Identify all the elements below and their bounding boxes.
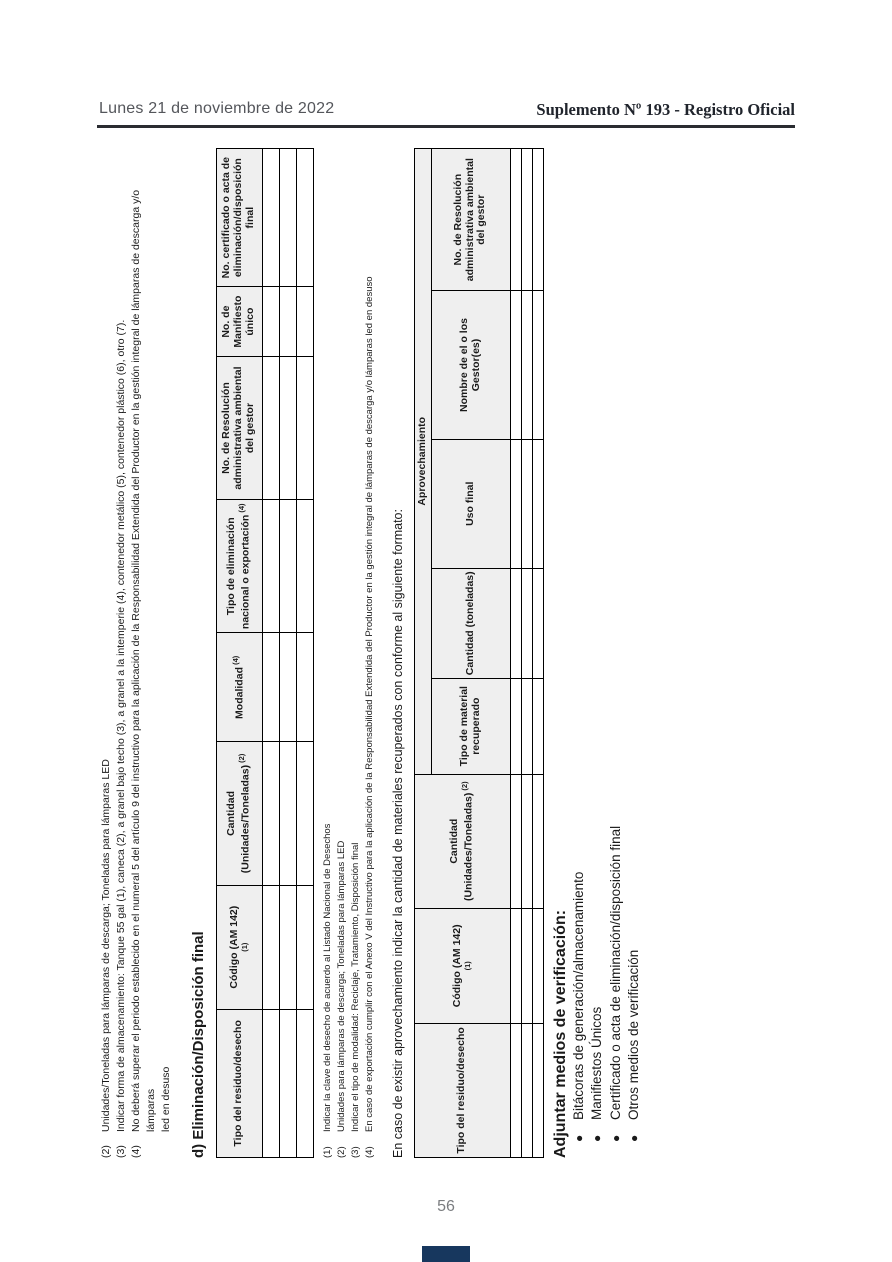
header-date: Lunes 21 de noviembre de 2022 bbox=[99, 100, 335, 117]
empty-cell bbox=[510, 774, 521, 908]
footnote-ref: (1) bbox=[463, 961, 473, 971]
column-header: Código (AM 142) (1) bbox=[414, 908, 510, 1023]
empty-cell bbox=[262, 885, 279, 1009]
empty-cell bbox=[279, 287, 296, 357]
table-row bbox=[532, 149, 543, 1158]
column-header: No. certificado o acta de eliminación/disposición final bbox=[216, 149, 262, 287]
table-row bbox=[262, 149, 279, 1158]
disposal-table-host bbox=[216, 148, 314, 1158]
footnote-number: (2) bbox=[100, 1145, 112, 1158]
empty-cell bbox=[532, 291, 543, 439]
empty-cell bbox=[279, 500, 296, 633]
column-header: Nombre de el o los Gestor(es) bbox=[431, 291, 510, 439]
footnote-item bbox=[99, 148, 114, 1158]
attach-bullets bbox=[570, 148, 644, 1158]
footnote-text: En caso de exportación cumplir con el Anexo V del Instructivo para la aplicación de la Responsabilidad Extendida del Productor en la gestión integral de lámparas de descarga y/o lámparas led en desuso bbox=[364, 276, 376, 1132]
empty-cell bbox=[296, 356, 313, 499]
footnote-text: Indicar el tipo de modalidad: Reciclaje, Tratamiento, Disposición final bbox=[350, 842, 362, 1132]
footnote-text: No deberá superar el periodo establecido en el numeral 5 del artículo 9 del instructivo para la aplicación de la Responsabilidad Extendida del Productor en la gestión integral de lámparas de descarga y/o lámparas led en desuso bbox=[129, 189, 172, 1132]
empty-cell bbox=[279, 1009, 296, 1157]
empty-cell bbox=[262, 149, 279, 287]
recovery-table-host bbox=[414, 148, 544, 1158]
column-header: No. de Resolución administrativa ambiental del gestor bbox=[431, 149, 510, 291]
attach-title: Adjuntar medios de verificación: bbox=[551, 909, 569, 1158]
footnote-number: (2) bbox=[335, 1146, 347, 1158]
footnote-item bbox=[363, 148, 377, 1158]
empty-cell bbox=[532, 439, 543, 568]
empty-cell bbox=[279, 149, 296, 287]
rotated-content bbox=[97, 148, 645, 1158]
empty-cell bbox=[262, 633, 279, 742]
footnotes-top bbox=[99, 148, 174, 1158]
empty-cell bbox=[262, 500, 279, 633]
column-header: Tipo del residuo/desecho bbox=[216, 1009, 262, 1157]
footnote-number: (1) bbox=[321, 1146, 333, 1158]
bullet-text: Bitácoras de generación/almacenamiento bbox=[570, 871, 586, 1120]
empty-cell bbox=[532, 1023, 543, 1157]
usage-paragraph: En caso de existir aprovechamiento indicar la cantidad de materiales recuperados con conforme al siguiente formato: bbox=[390, 509, 405, 1158]
empty-cell bbox=[262, 356, 279, 499]
column-header: Uso final bbox=[431, 439, 510, 568]
footnote-item bbox=[321, 148, 335, 1158]
empty-cell bbox=[279, 356, 296, 499]
empty-cell bbox=[532, 149, 543, 291]
empty-cell bbox=[279, 633, 296, 742]
footnote-number: (4) bbox=[364, 1146, 376, 1158]
footnote-ref: (4) bbox=[230, 655, 240, 668]
footnote-text: Unidades para lámparas de descarga; Toneladas para lámparas LED bbox=[335, 840, 347, 1132]
empty-cell bbox=[510, 439, 521, 568]
empty-cell bbox=[262, 742, 279, 885]
empty-cell bbox=[510, 149, 521, 291]
empty-cell bbox=[521, 774, 532, 908]
disposal-table bbox=[216, 148, 314, 1158]
empty-cell bbox=[279, 742, 296, 885]
empty-cell bbox=[521, 439, 532, 568]
empty-cell bbox=[521, 291, 532, 439]
table-row bbox=[279, 149, 296, 1158]
empty-cell bbox=[521, 1023, 532, 1157]
empty-cell bbox=[296, 885, 313, 1009]
column-header: Código (AM 142) (1) bbox=[216, 885, 262, 1009]
empty-cell bbox=[510, 678, 521, 774]
footnote-text: Indicar la clave del desecho de acuerdo al Listado Nacional de Desechos bbox=[321, 823, 333, 1132]
empty-cell bbox=[510, 908, 521, 1023]
empty-cell bbox=[532, 774, 543, 908]
empty-cell bbox=[262, 1009, 279, 1157]
empty-cell bbox=[521, 678, 532, 774]
empty-cell bbox=[296, 287, 313, 357]
empty-cell bbox=[521, 149, 532, 291]
empty-cell bbox=[262, 287, 279, 357]
empty-cell bbox=[296, 149, 313, 287]
footnote-item bbox=[335, 148, 349, 1158]
table-row bbox=[510, 149, 521, 1158]
footnote-number: (3) bbox=[350, 1146, 362, 1158]
empty-cell bbox=[521, 568, 532, 678]
footnote-ref: (2) bbox=[236, 753, 246, 765]
bullet-text: Certificado o acta de eliminación/disposición final bbox=[607, 825, 623, 1120]
group-header-aprovechamiento: Aprovechamiento bbox=[414, 149, 431, 775]
column-header: Cantidad (Unidades/Toneladas) $^{(2)}$ bbox=[216, 742, 262, 885]
bullet-item bbox=[625, 148, 644, 1158]
empty-cell bbox=[521, 908, 532, 1023]
bullet-icon: ● bbox=[608, 1134, 623, 1142]
footnote-ref: (2) bbox=[459, 781, 469, 793]
empty-cell bbox=[296, 1009, 313, 1157]
empty-cell bbox=[510, 1023, 521, 1157]
bullet-text: Manifiestos Únicos bbox=[589, 1006, 605, 1120]
section-title: d) Eliminación/Disposición final bbox=[189, 931, 207, 1158]
column-header: Modalidad $^{(4)}$ bbox=[216, 633, 262, 742]
column-header: Tipo de eliminación nacional o exportación $^{(4)}$ bbox=[216, 500, 262, 633]
empty-cell bbox=[532, 678, 543, 774]
column-header: Tipo de material recuperado bbox=[431, 678, 510, 774]
bullet-icon: ● bbox=[571, 1134, 586, 1142]
empty-cell bbox=[510, 568, 521, 678]
page-number: 56 bbox=[437, 1198, 455, 1215]
empty-cell bbox=[532, 908, 543, 1023]
footnote-item bbox=[114, 148, 129, 1158]
bullet-text: Otros medios de verificación bbox=[626, 949, 642, 1120]
table-row bbox=[521, 149, 532, 1158]
bullet-item bbox=[588, 148, 607, 1158]
footnote-item bbox=[129, 148, 174, 1158]
column-header: Cantidad (toneladas) bbox=[431, 568, 510, 678]
bullet-item bbox=[570, 148, 589, 1158]
table-row bbox=[296, 149, 313, 1158]
bullet-item bbox=[607, 148, 626, 1158]
footnote-ref: (1) bbox=[240, 942, 250, 952]
column-header: No. de Manifiesto único bbox=[216, 287, 262, 357]
bullet-icon: ● bbox=[590, 1134, 605, 1142]
header-publication: Suplemento Nº 193 - Registro Oficial bbox=[536, 100, 795, 119]
column-header: Cantidad (Unidades/Toneladas) $^{(2)}$ bbox=[414, 774, 510, 908]
footnotes-mid bbox=[321, 148, 378, 1158]
footnote-number: (3) bbox=[114, 1145, 127, 1158]
column-header: No. de Resolución administrativa ambiental del gestor bbox=[216, 356, 262, 499]
bottom-navy-bar bbox=[422, 1246, 470, 1262]
footnote-text: Indicar forma de almacenamiento: Tanque 55 gal (1), caneca (2), a granel bajo techo (3), a granel a la intemperie (4), contenedor metálico (5), contenedor plástico (6), otro (7). bbox=[114, 319, 127, 1132]
column-header: Tipo del residuo/desecho bbox=[414, 1023, 510, 1157]
bullet-icon: ● bbox=[627, 1134, 642, 1142]
footnote-item bbox=[349, 148, 363, 1158]
empty-cell bbox=[532, 568, 543, 678]
empty-cell bbox=[296, 633, 313, 742]
footnote-number: (4) bbox=[129, 1145, 142, 1158]
empty-cell bbox=[510, 291, 521, 439]
header-rule bbox=[97, 125, 795, 128]
empty-cell bbox=[296, 500, 313, 633]
empty-cell bbox=[279, 885, 296, 1009]
footnote-ref: (4) bbox=[236, 503, 246, 515]
footnote-text: Unidades/Toneladas para lámparas de descarga; Toneladas para lámparas LED bbox=[100, 759, 112, 1132]
recovery-table bbox=[414, 148, 544, 1158]
empty-cell bbox=[296, 742, 313, 885]
